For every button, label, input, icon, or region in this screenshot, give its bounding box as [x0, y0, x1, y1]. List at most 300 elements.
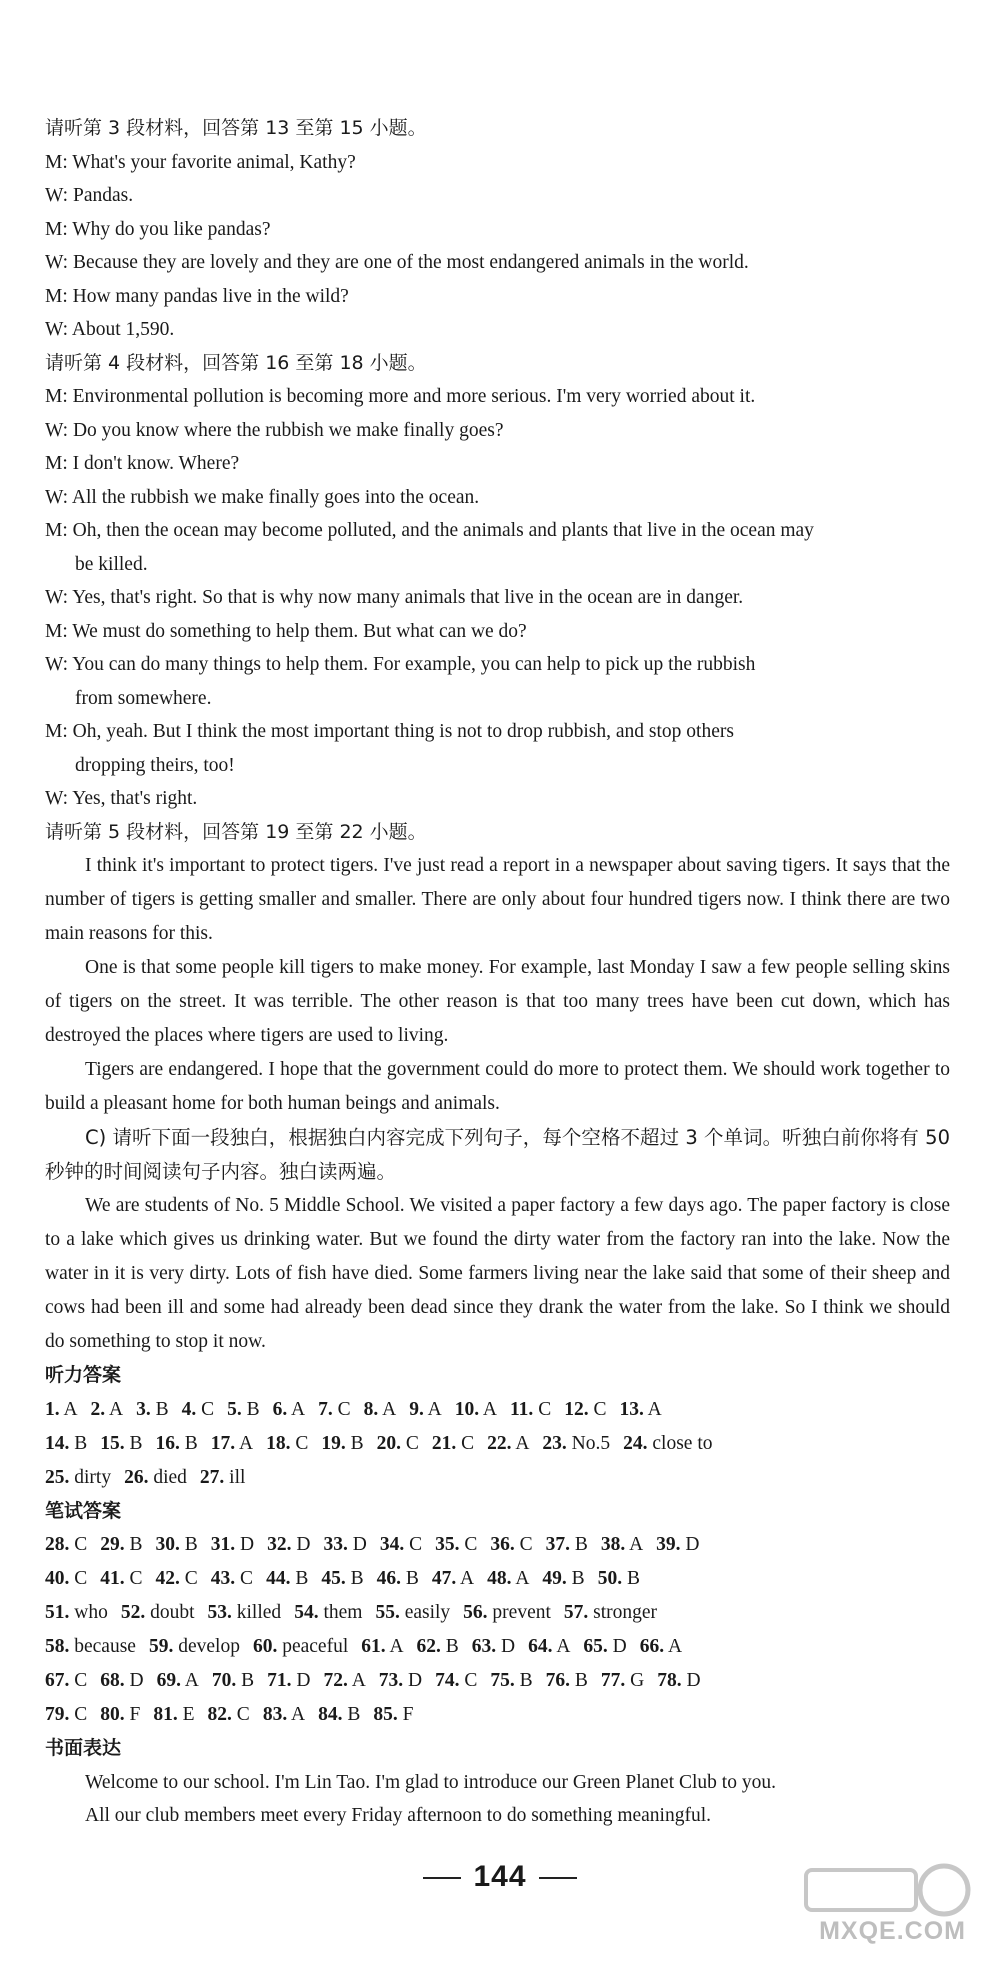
- answer-number: 70.: [211, 1670, 237, 1691]
- answer-item: [487, 1427, 529, 1461]
- listening-answers: [45, 1393, 950, 1495]
- answer-item: [253, 1630, 348, 1664]
- answer-value: A: [515, 1568, 530, 1589]
- answer-value: F: [129, 1704, 141, 1725]
- answer-item: [136, 1393, 169, 1427]
- answer-value: A: [291, 1398, 306, 1420]
- answer-value: C: [409, 1534, 423, 1555]
- answer-number: 46.: [376, 1568, 401, 1589]
- watermark-logo: [746, 1860, 986, 1956]
- answer-number: 56.: [463, 1602, 488, 1623]
- answer-number: 74.: [435, 1670, 460, 1691]
- dialogue-line: M: Environmental pollution is becoming more and more serious. I'm very worried about it.: [45, 386, 756, 407]
- page-number-text: 144: [473, 1860, 527, 1893]
- answer-value: A: [667, 1636, 683, 1657]
- answer-number: 79.: [45, 1704, 70, 1725]
- answer-value: A: [184, 1670, 199, 1691]
- answer-value: because: [74, 1636, 136, 1657]
- answer-number: 18.: [266, 1432, 291, 1454]
- answer-number: 53.: [207, 1602, 232, 1623]
- monologue-paragraph: Tigers are endangered. I hope that the government could do more to protect them. We should work together to build a pleasant home for both human beings and animals.: [45, 1059, 950, 1114]
- answer-number: 65.: [583, 1636, 608, 1657]
- answer-value: C: [240, 1568, 254, 1589]
- answer-item: [640, 1630, 682, 1664]
- answer-item: [321, 1427, 363, 1461]
- answer-number: 57.: [563, 1602, 589, 1623]
- answer-item: [373, 1698, 413, 1732]
- answer-item: [432, 1427, 474, 1461]
- answer-number: 82.: [207, 1704, 232, 1725]
- answer-value: G: [630, 1670, 645, 1691]
- answer-value: D: [686, 1670, 701, 1691]
- answer-item: [656, 1528, 699, 1562]
- answer-item: [45, 1427, 87, 1461]
- answer-value: A: [382, 1398, 397, 1420]
- dialogue-line-continuation: dropping theirs, too!: [75, 754, 235, 776]
- answer-number: 61.: [361, 1636, 386, 1657]
- answer-row: [45, 1664, 950, 1698]
- answer-number: 1.: [45, 1398, 60, 1420]
- answer-number: 26.: [124, 1466, 149, 1488]
- answer-value: C: [538, 1398, 552, 1420]
- answer-number: 20.: [376, 1432, 401, 1454]
- listening-answers-heading: 听力答案: [45, 1364, 122, 1386]
- answer-item: [153, 1698, 194, 1732]
- answer-number: 16.: [155, 1432, 180, 1454]
- answer-value: A: [351, 1670, 366, 1691]
- answer-number: 17.: [210, 1432, 236, 1454]
- monologue-paragraph: One is that some people kill tigers to make money. For example, last Monday I saw a few people selling skins of tigers on the street. It was terrible. The other reason is that too many trees have been cut down, which has destroyed the places where tigers are used to living.: [45, 957, 950, 1046]
- written-answers-heading: 笔试答案: [45, 1499, 122, 1522]
- answer-item: [601, 1664, 644, 1698]
- answer-value: A: [482, 1398, 497, 1420]
- dialogue-line: W: Yes, that's right.: [45, 788, 198, 809]
- answer-value: D: [612, 1636, 627, 1657]
- answer-value: peaceful: [282, 1636, 349, 1657]
- answer-row: [45, 1630, 950, 1664]
- answer-value: D: [296, 1534, 311, 1555]
- answer-item: [273, 1393, 306, 1427]
- answer-item: [45, 1562, 87, 1596]
- answer-item: [510, 1393, 551, 1427]
- answer-value: C: [184, 1568, 198, 1589]
- answer-value: B: [445, 1636, 459, 1657]
- answer-item: [156, 1562, 198, 1596]
- dialogue-line: M: I don't know. Where?: [45, 453, 240, 474]
- answer-number: 54.: [294, 1602, 319, 1623]
- answer-value: A: [515, 1432, 530, 1454]
- answer-item: [157, 1664, 199, 1698]
- answer-number: 73.: [378, 1670, 404, 1691]
- answer-item: [564, 1596, 657, 1630]
- answer-item: [45, 1393, 78, 1427]
- answer-value: A: [629, 1534, 644, 1555]
- answer-value: B: [246, 1398, 260, 1420]
- answer-value: D: [408, 1670, 423, 1691]
- part-c-paragraph: We are students of No. 5 Middle School. We visited a paper factory a few days ago. The paper factory is close to a lake which gives us drinking water. But we found the dirty water from the factory ran into the lake. Now the water in it is very dirty. Lots of fish have died. Some farmers living near the lake said that some of their sheep and cows had been ill and some had already been dead since they drank the water from the lake. So I think we should do something to stop it now.: [45, 1195, 950, 1352]
- answer-item: [455, 1393, 497, 1427]
- answer-item: [211, 1562, 253, 1596]
- dialogue-line: W: All the rubbish we make finally goes into the ocean.: [45, 486, 480, 508]
- answer-value: C: [519, 1534, 533, 1555]
- answer-value: C: [74, 1704, 88, 1725]
- answer-value: B: [350, 1568, 364, 1589]
- answer-number: 81.: [153, 1704, 178, 1725]
- answer-number: 14.: [45, 1432, 70, 1454]
- answer-number: 4.: [181, 1398, 197, 1420]
- answer-item: [463, 1596, 551, 1630]
- answer-value: B: [155, 1398, 169, 1420]
- answer-number: 60.: [252, 1636, 278, 1657]
- answer-number: 38.: [600, 1534, 626, 1555]
- answer-value: A: [647, 1398, 662, 1420]
- answer-item: [45, 1596, 108, 1630]
- answer-number: 50.: [597, 1568, 623, 1589]
- answer-item: [417, 1630, 459, 1664]
- answer-number: 64.: [528, 1636, 553, 1657]
- answer-value: easily: [404, 1602, 451, 1623]
- answer-value: B: [571, 1568, 585, 1589]
- answer-row: [45, 1427, 950, 1461]
- answer-item: [377, 1562, 419, 1596]
- answer-number: 67.: [45, 1670, 70, 1691]
- answer-item: [379, 1664, 422, 1698]
- answer-value: dirty: [74, 1466, 112, 1488]
- answer-value: B: [295, 1568, 309, 1589]
- answer-item: [432, 1562, 474, 1596]
- answer-value: C: [74, 1568, 88, 1589]
- answer-value: E: [182, 1704, 195, 1725]
- answer-value: B: [519, 1670, 533, 1691]
- answer-value: B: [74, 1432, 88, 1454]
- answer-item: [583, 1630, 626, 1664]
- answer-value: doubt: [150, 1602, 195, 1623]
- answer-item: [200, 1461, 246, 1495]
- answer-item: [435, 1664, 477, 1698]
- answer-item: [601, 1528, 643, 1562]
- answer-item: [546, 1664, 588, 1698]
- answer-number: 63.: [471, 1636, 497, 1657]
- answer-value: D: [685, 1534, 700, 1555]
- answer-number: 49.: [542, 1568, 567, 1589]
- answer-value: who: [74, 1602, 108, 1623]
- answer-item: [267, 1664, 310, 1698]
- answer-value: C: [464, 1534, 478, 1555]
- answer-item: [100, 1528, 142, 1562]
- answer-item: [208, 1698, 250, 1732]
- answer-value: A: [427, 1398, 442, 1420]
- answer-number: 55.: [375, 1602, 400, 1623]
- answer-item: [263, 1698, 305, 1732]
- answer-value: D: [352, 1534, 367, 1555]
- dialogue-line: M: Oh, yeah. But I think the most important thing is not to drop rubbish, and stop others: [45, 721, 734, 742]
- dialogue-line: W: Yes, that's right. So that is why now many animals that live in the ocean are in danger.: [45, 587, 744, 608]
- answer-value: B: [405, 1568, 419, 1589]
- answer-item: [227, 1393, 260, 1427]
- answer-number: 13.: [619, 1398, 644, 1420]
- dialogue-line: M: Oh, then the ocean may become polluted, and the animals and plants that live in the ocean may: [45, 520, 814, 541]
- answer-value: C: [464, 1670, 478, 1691]
- answer-item: [91, 1393, 124, 1427]
- answer-item: [657, 1664, 700, 1698]
- answer-number: 30.: [155, 1534, 180, 1555]
- answer-number: 5.: [227, 1398, 242, 1420]
- answer-number: 34.: [379, 1534, 405, 1555]
- answer-number: 85.: [373, 1704, 398, 1725]
- answer-value: C: [74, 1534, 88, 1555]
- answer-value: develop: [178, 1636, 240, 1657]
- answer-value: C: [461, 1432, 475, 1454]
- answer-value: prevent: [492, 1602, 551, 1623]
- answer-value: B: [574, 1534, 588, 1555]
- answer-item: [324, 1664, 366, 1698]
- answer-item: [45, 1528, 87, 1562]
- writing-heading: 书面表达: [45, 1737, 122, 1759]
- answer-value: stronger: [593, 1602, 658, 1623]
- answer-value: A: [556, 1636, 571, 1657]
- dialogue-line: W: Pandas.: [45, 185, 134, 206]
- answer-item: [121, 1596, 195, 1630]
- page-content: [45, 112, 950, 1833]
- answer-value: A: [460, 1568, 475, 1589]
- answer-item: [100, 1698, 140, 1732]
- answer-number: 43.: [210, 1568, 236, 1589]
- answer-item: [182, 1393, 215, 1427]
- answer-number: 10.: [454, 1398, 480, 1420]
- answer-number: 28.: [45, 1534, 70, 1555]
- answer-item: [364, 1393, 397, 1427]
- answer-value: B: [129, 1534, 143, 1555]
- answer-item: [211, 1528, 254, 1562]
- answer-item: [266, 1427, 308, 1461]
- answer-row: [45, 1698, 950, 1732]
- answer-value: A: [108, 1398, 124, 1420]
- answer-row: [45, 1562, 950, 1596]
- answer-number: 68.: [100, 1670, 125, 1691]
- answer-number: 23.: [542, 1432, 567, 1454]
- answer-value: B: [574, 1670, 588, 1691]
- writing-line: All our club members meet every Friday afternoon to do something meaningful.: [85, 1805, 712, 1826]
- answer-value: ill: [229, 1466, 246, 1488]
- answer-item: [490, 1528, 532, 1562]
- answer-item: [323, 1528, 366, 1562]
- answer-number: 48.: [487, 1568, 512, 1589]
- answer-number: 3.: [136, 1398, 151, 1420]
- answer-value: D: [501, 1636, 516, 1657]
- answer-number: 15.: [100, 1432, 125, 1454]
- answer-number: 72.: [323, 1670, 348, 1691]
- answer-number: 31.: [210, 1534, 236, 1555]
- answer-number: 42.: [155, 1568, 180, 1589]
- answer-item: [124, 1461, 187, 1495]
- answer-item: [211, 1427, 253, 1461]
- answer-item: [361, 1630, 403, 1664]
- answer-item: [542, 1427, 610, 1461]
- answer-row: [45, 1461, 950, 1495]
- answer-item: [528, 1630, 570, 1664]
- answer-number: 35.: [435, 1534, 460, 1555]
- answer-item: [623, 1427, 712, 1461]
- monologue-paragraph: I think it's important to protect tigers. I've just read a report in a newspaper about saving tigers. It says that the number of tigers is getting smaller and smaller. There are only about four hundred tigers now. I think there are two main reasons for this.: [45, 855, 950, 944]
- answer-number: 62.: [416, 1636, 441, 1657]
- answer-number: 11.: [510, 1398, 534, 1420]
- dash-left: [423, 1877, 461, 1879]
- answer-item: [380, 1528, 422, 1562]
- writing-line: Welcome to our school. I'm Lin Tao. I'm glad to introduce our Green Planet Club to you.: [85, 1771, 776, 1793]
- answer-item: [546, 1528, 588, 1562]
- answer-item: [100, 1427, 142, 1461]
- answer-number: 36.: [490, 1534, 515, 1555]
- answer-item: [435, 1528, 477, 1562]
- answer-number: 2.: [90, 1398, 106, 1420]
- dialogue-line-continuation: from somewhere.: [75, 687, 212, 709]
- answer-item: [619, 1393, 661, 1427]
- answer-number: 44.: [266, 1568, 291, 1589]
- answer-value: C: [295, 1432, 309, 1454]
- answer-item: [156, 1427, 198, 1461]
- answer-value: A: [238, 1432, 254, 1454]
- answer-item: [294, 1596, 362, 1630]
- answer-value: A: [291, 1704, 306, 1725]
- answer-value: them: [323, 1602, 363, 1623]
- answer-value: killed: [236, 1602, 282, 1623]
- dialogue-line: M: How many pandas live in the wild?: [45, 285, 349, 307]
- answer-row: [45, 1596, 950, 1630]
- answer-number: 8.: [363, 1398, 379, 1420]
- answer-item: [212, 1664, 254, 1698]
- answer-number: 19.: [321, 1432, 346, 1454]
- answer-number: 29.: [100, 1534, 125, 1555]
- answer-number: 71.: [267, 1670, 292, 1691]
- section-3-heading: 请听第 3 段材料，回答第 13 至第 15 小题。: [45, 117, 427, 139]
- answer-number: 32.: [267, 1534, 292, 1555]
- dialogue-line-continuation: be killed.: [75, 553, 148, 575]
- answer-number: 77.: [600, 1670, 626, 1691]
- answer-value: C: [129, 1568, 143, 1589]
- answer-item: [45, 1630, 136, 1664]
- answer-number: 47.: [431, 1568, 457, 1589]
- answer-value: B: [626, 1568, 640, 1589]
- answer-item: [45, 1461, 111, 1495]
- answer-item: [375, 1596, 450, 1630]
- answer-item: [267, 1528, 310, 1562]
- answer-item: [149, 1630, 240, 1664]
- answer-value: C: [201, 1398, 215, 1420]
- answer-number: 27.: [199, 1466, 225, 1488]
- answer-number: 84.: [318, 1704, 343, 1725]
- answer-number: 76.: [545, 1670, 571, 1691]
- answer-number: 33.: [323, 1534, 348, 1555]
- answer-number: 24.: [623, 1432, 648, 1454]
- answer-value: D: [296, 1670, 311, 1691]
- answer-item: [266, 1562, 308, 1596]
- answer-value: A: [389, 1636, 404, 1657]
- answer-number: 25.: [45, 1466, 70, 1488]
- answer-value: F: [402, 1704, 414, 1725]
- answer-value: A: [63, 1398, 78, 1420]
- answer-number: 51.: [45, 1602, 70, 1623]
- answer-number: 45.: [321, 1568, 346, 1589]
- answer-number: 75.: [490, 1670, 515, 1691]
- answer-number: 69.: [156, 1670, 181, 1691]
- answer-value: C: [74, 1670, 88, 1691]
- answer-number: 52.: [120, 1602, 146, 1623]
- dialogue-line: W: You can do many things to help them. For example, you can help to pick up the rubbish: [45, 654, 756, 675]
- answer-item: [100, 1664, 143, 1698]
- answer-value: C: [405, 1432, 419, 1454]
- answer-item: [318, 1698, 360, 1732]
- answer-value: C: [593, 1398, 607, 1420]
- answer-number: 83.: [262, 1704, 288, 1725]
- answer-number: 80.: [100, 1704, 125, 1725]
- watermark-text: MXQE.COM: [819, 1917, 966, 1945]
- answer-number: 58.: [45, 1636, 70, 1657]
- dialogue-line: W: About 1,590.: [45, 319, 175, 340]
- written-answers: [45, 1528, 950, 1732]
- answer-item: [472, 1630, 515, 1664]
- answer-value: D: [129, 1670, 144, 1691]
- answer-number: 41.: [100, 1568, 125, 1589]
- answer-value: C: [337, 1398, 351, 1420]
- answer-value: C: [236, 1704, 250, 1725]
- answer-item: [321, 1562, 363, 1596]
- answer-number: 37.: [545, 1534, 570, 1555]
- answer-number: 66.: [639, 1636, 665, 1657]
- dialogue-line: W: Because they are lovely and they are one of the most endangered animals in the world.: [45, 252, 749, 273]
- answer-item: [487, 1562, 529, 1596]
- dialogue-line: M: We must do something to help them. But what can we do?: [45, 620, 527, 642]
- answer-item: [490, 1664, 532, 1698]
- dialogue-line: M: Why do you like pandas?: [45, 218, 271, 240]
- dash-right: [539, 1877, 577, 1879]
- answer-item: [598, 1562, 640, 1596]
- answer-value: B: [350, 1432, 364, 1454]
- dialogue-line: M: What's your favorite animal, Kathy?: [45, 151, 356, 173]
- answer-item: [542, 1562, 584, 1596]
- answer-value: D: [240, 1534, 255, 1555]
- answer-item: [409, 1393, 442, 1427]
- part-c-instruction: C) 请听下面一段独白，根据独白内容完成下列句子，每个空格不超过 3 个单词。听独白前你将有 50 秒钟的时间阅读句子内容。独白读两遍。: [45, 1126, 950, 1183]
- section-4-heading: 请听第 4 段材料，回答第 16 至第 18 小题。: [45, 351, 427, 374]
- answer-value: close to: [652, 1432, 713, 1454]
- answer-item: [156, 1528, 198, 1562]
- answer-number: 39.: [656, 1534, 681, 1555]
- answer-value: B: [184, 1534, 198, 1555]
- answer-row: [45, 1393, 950, 1427]
- answer-item: [564, 1393, 606, 1427]
- answer-number: 12.: [564, 1398, 589, 1420]
- dialogue-line: W: Do you know where the rubbish we make finally goes?: [45, 419, 504, 441]
- answer-value: B: [129, 1432, 143, 1454]
- answer-value: B: [347, 1704, 361, 1725]
- answer-number: 6.: [272, 1398, 288, 1420]
- answer-row: [45, 1528, 950, 1562]
- answer-number: 40.: [45, 1568, 70, 1589]
- answer-value: No.5: [571, 1432, 611, 1454]
- answer-item: [208, 1596, 282, 1630]
- section-5-heading: 请听第 5 段材料，回答第 19 至第 22 小题。: [45, 820, 427, 843]
- answer-value: B: [241, 1670, 255, 1691]
- answer-item: [318, 1393, 351, 1427]
- answer-number: 78.: [657, 1670, 682, 1691]
- answer-value: B: [184, 1432, 198, 1454]
- answer-number: 21.: [431, 1432, 457, 1454]
- answer-item: [45, 1698, 87, 1732]
- answer-number: 22.: [487, 1432, 512, 1454]
- answer-number: 9.: [409, 1398, 424, 1420]
- answer-number: 59.: [148, 1636, 174, 1657]
- answer-value: died: [153, 1466, 187, 1488]
